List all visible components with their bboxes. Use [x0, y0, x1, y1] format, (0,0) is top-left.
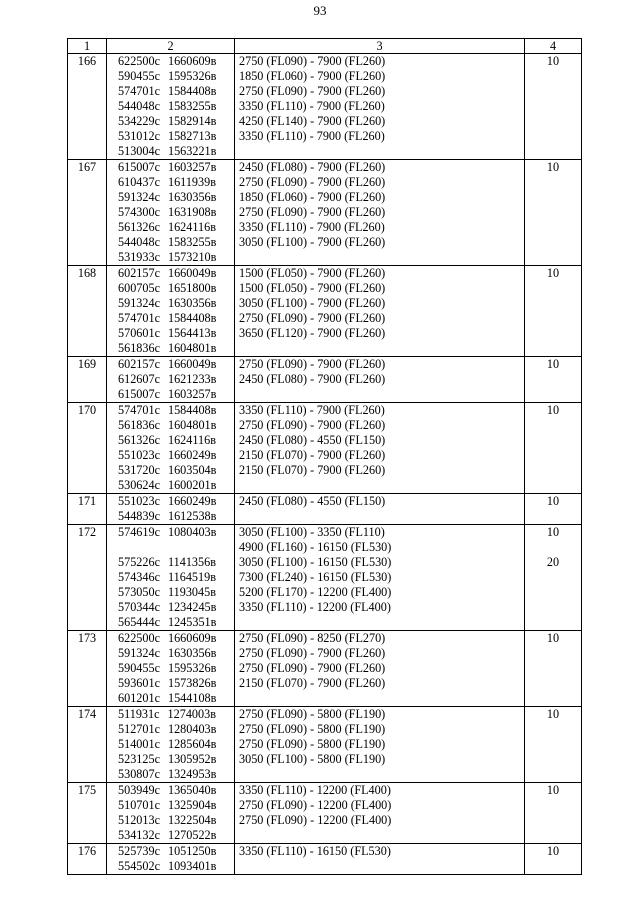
coordinates-cell — [107, 403, 235, 494]
value: 10 — [546, 494, 560, 508]
longitude: 1193045в — [167, 585, 216, 599]
altitude-line: 3350 (FL110) - 7900 (FL260) — [239, 220, 385, 234]
coordinate-line — [118, 175, 234, 190]
altitude-line: 2750 (FL090) - 7900 (FL260) — [239, 54, 386, 68]
altitude-line: 3350 (FL110) - 7900 (FL260) — [239, 99, 385, 113]
latitude: 561326с — [118, 433, 160, 447]
value: 10 — [546, 357, 560, 371]
latitude: 574300с — [118, 205, 160, 219]
coordinates-cell — [107, 160, 235, 266]
longitude: 1582713в — [167, 129, 217, 143]
altitude-line: 5200 (FL170) - 12200 (FL400) — [239, 585, 392, 599]
latitude: 612607с — [118, 372, 160, 386]
latitude: 575226с — [118, 555, 160, 569]
altitude-line: 2750 (FL090) - 7900 (FL260) — [239, 205, 386, 219]
row-number: 175 — [68, 783, 107, 844]
coordinate-line — [118, 296, 234, 311]
altitude-line: 2450 (FL080) - 4550 (FL150) — [239, 433, 386, 447]
table-row — [68, 54, 582, 160]
coordinate-line — [118, 387, 234, 402]
coordinate-line — [118, 403, 234, 418]
coordinate-line — [118, 114, 234, 129]
longitude: 1280403в — [167, 722, 217, 736]
coordinate-line — [118, 509, 234, 524]
latitude: 622500с — [118, 54, 160, 68]
table-row — [68, 844, 582, 875]
coordinate-line — [118, 844, 234, 859]
latitude: 514001с — [118, 737, 160, 751]
longitude: 1630356в — [167, 296, 217, 310]
coordinate-line — [118, 205, 234, 220]
longitude: 1603257в — [167, 387, 217, 401]
altitude-cell — [235, 266, 525, 357]
table-row — [68, 525, 582, 631]
altitude-line: 2750 (FL090) - 7900 (FL260) — [239, 311, 386, 325]
longitude: 1630356в — [167, 646, 217, 660]
coordinates-cell — [107, 357, 235, 403]
value-cell — [525, 403, 582, 494]
value: 10 — [546, 707, 560, 721]
coordinate-line — [118, 54, 234, 69]
longitude: 1660609в — [167, 54, 217, 68]
altitude-line: 2150 (FL070) - 7900 (FL260) — [239, 463, 386, 477]
row-number: 176 — [68, 844, 107, 875]
longitude: 1563221в — [167, 144, 217, 158]
row-number: 172 — [68, 525, 107, 631]
longitude: 1660049в — [167, 266, 217, 280]
coordinate-line — [118, 69, 234, 84]
latitude: 610437с — [118, 175, 160, 189]
longitude: 1660609в — [167, 631, 217, 645]
latitude: 534229с — [118, 114, 160, 128]
value: 10 — [546, 266, 560, 280]
latitude: 590455с — [118, 661, 160, 675]
coordinate-line — [118, 463, 234, 478]
coordinates-cell — [107, 844, 235, 875]
coordinate-line — [118, 722, 234, 737]
altitude-line: 2750 (FL090) - 5800 (FL190) — [239, 737, 386, 751]
coordinate-line — [118, 129, 234, 144]
longitude: 1573210в — [167, 250, 217, 264]
altitude-line: 3350 (FL110) - 7900 (FL260) — [239, 403, 385, 417]
latitude: 544839с — [118, 509, 160, 523]
altitude-line: 7300 (FL240) - 16150 (FL530) — [239, 570, 392, 584]
altitude-line: 2750 (FL090) - 8250 (FL270) — [239, 631, 386, 645]
latitude: 544048с — [118, 99, 160, 113]
coordinate-line — [118, 798, 234, 813]
longitude: 1584408в — [167, 311, 217, 325]
altitude-line: 3350 (FL110) - 12200 (FL400) — [239, 600, 391, 614]
altitude-line: 3650 (FL120) - 7900 (FL260) — [239, 326, 386, 340]
longitude: 1080403в — [167, 525, 217, 539]
latitude: 574701с — [118, 403, 160, 417]
coordinates-cell — [107, 783, 235, 844]
latitude: 511931с — [118, 707, 160, 721]
coordinate-line — [118, 767, 234, 782]
altitude-line: 3050 (FL100) - 5800 (FL190) — [239, 752, 386, 766]
altitude-cell — [235, 707, 525, 783]
altitude-line: 3350 (FL110) - 16150 (FL530) — [239, 844, 391, 858]
longitude: 1365040в — [167, 783, 217, 797]
value-cell — [525, 783, 582, 844]
coordinate-line — [118, 661, 234, 676]
coordinates-cell — [107, 707, 235, 783]
value: 10 — [546, 54, 560, 68]
longitude: 1234245в — [167, 600, 217, 614]
coordinate-line — [118, 433, 234, 448]
coordinates-cell — [107, 266, 235, 357]
altitude-line: 2750 (FL090) - 7900 (FL260) — [239, 357, 386, 371]
altitude-line: 2750 (FL090) - 5800 (FL190) — [239, 707, 386, 721]
longitude: 1322504в — [167, 813, 217, 827]
latitude: 530624с — [118, 478, 160, 492]
row-number: 170 — [68, 403, 107, 494]
altitude-cell — [235, 403, 525, 494]
value: 10 — [546, 844, 560, 858]
altitude-line: 1850 (FL060) - 7900 (FL260) — [239, 190, 386, 204]
coordinate-line — [118, 525, 234, 540]
altitude-cell — [235, 357, 525, 403]
coordinate-line — [118, 250, 234, 265]
value: 10 — [546, 783, 560, 797]
longitude: 1583255в — [167, 235, 217, 249]
longitude: 1600201в — [167, 478, 217, 492]
latitude: 561326с — [118, 220, 160, 234]
latitude: 591324с — [118, 190, 160, 204]
latitude: 531720с — [118, 463, 160, 477]
coordinate-line — [118, 281, 234, 296]
longitude: 1141356в — [167, 555, 216, 569]
coordinate-line — [118, 859, 234, 874]
coordinate-line — [118, 99, 234, 114]
header-col-2: 2 — [107, 39, 235, 54]
value-cell — [525, 844, 582, 875]
altitude-line: 3050 (FL100) - 7900 (FL260) — [239, 296, 386, 310]
altitude-cell — [235, 494, 525, 525]
row-number: 167 — [68, 160, 107, 266]
altitude-line: 2750 (FL090) - 5800 (FL190) — [239, 722, 386, 736]
latitude: 570344с — [118, 600, 160, 614]
latitude: 531012с — [118, 129, 160, 143]
value: 10 — [546, 403, 560, 417]
row-number: 168 — [68, 266, 107, 357]
longitude: 1324953в — [167, 767, 217, 781]
longitude: 1051250в — [167, 844, 217, 858]
longitude: 1285604в — [167, 737, 217, 751]
value: 10 — [546, 160, 560, 174]
coordinate-line — [118, 190, 234, 205]
latitude: 591324с — [118, 296, 160, 310]
altitude-line: 2150 (FL070) - 7900 (FL260) — [239, 676, 386, 690]
coordinate-line — [118, 478, 234, 493]
latitude: 573050с — [118, 585, 160, 599]
coordinate-line — [118, 615, 234, 630]
altitude-line: 2450 (FL080) - 4550 (FL150) — [239, 494, 386, 508]
latitude: 530807с — [118, 767, 160, 781]
longitude: 1603257в — [167, 160, 217, 174]
table-row — [68, 494, 582, 525]
latitude: 602157с — [118, 266, 160, 280]
altitude-line: 2750 (FL090) - 7900 (FL260) — [239, 418, 386, 432]
altitude-cell — [235, 844, 525, 875]
latitude: 531933с — [118, 250, 160, 264]
coordinate-line — [118, 707, 234, 722]
longitude: 1604801в — [167, 418, 217, 432]
coordinates-cell — [107, 631, 235, 707]
coordinate-line — [118, 783, 234, 798]
longitude: 1164519в — [167, 570, 216, 584]
longitude: 1093401в — [167, 859, 217, 873]
altitude-line: 4900 (FL160) - 16150 (FL530) — [239, 540, 392, 554]
altitude-cell — [235, 54, 525, 160]
altitude-line: 1500 (FL050) - 7900 (FL260) — [239, 266, 386, 280]
coordinate-line — [118, 600, 234, 615]
altitude-line: 2750 (FL090) - 7900 (FL260) — [239, 84, 386, 98]
longitude: 1624116в — [167, 433, 216, 447]
altitude-line: 1850 (FL060) - 7900 (FL260) — [239, 69, 386, 83]
coordinate-line — [118, 752, 234, 767]
latitude: 590455с — [118, 69, 160, 83]
altitude-line: 2450 (FL080) - 7900 (FL260) — [239, 372, 386, 386]
value: 10 — [546, 525, 560, 539]
altitude-line: 2750 (FL090) - 12200 (FL400) — [239, 798, 392, 812]
latitude: 615007с — [118, 160, 160, 174]
latitude: 525739с — [118, 844, 160, 858]
table-row — [68, 783, 582, 844]
coordinate-line — [118, 326, 234, 341]
altitude-cell — [235, 783, 525, 844]
longitude: 1611939в — [167, 175, 216, 189]
latitude: 551023с — [118, 494, 160, 508]
altitude-cell — [235, 525, 525, 631]
longitude: 1631908в — [167, 205, 217, 219]
latitude: 615007с — [118, 387, 160, 401]
latitude: 574619с — [118, 525, 160, 539]
longitude: 1584408в — [167, 84, 217, 98]
table-row — [68, 266, 582, 357]
coordinate-line — [118, 631, 234, 646]
latitude: 513004с — [118, 144, 160, 158]
longitude: 1270522в — [167, 828, 217, 842]
coordinate-line — [118, 828, 234, 843]
longitude: 1660249в — [167, 448, 217, 462]
latitude: 574701с — [118, 311, 160, 325]
latitude: 523125с — [118, 752, 160, 766]
altitude-line: 2450 (FL080) - 7900 (FL260) — [239, 160, 386, 174]
coordinate-line — [118, 235, 234, 250]
coordinate-line — [118, 676, 234, 691]
altitude-line: 1500 (FL050) - 7900 (FL260) — [239, 281, 386, 295]
latitude: 565444с — [118, 615, 160, 629]
value-cell — [525, 707, 582, 783]
coordinate-line — [118, 646, 234, 661]
longitude: 1573826в — [167, 676, 217, 690]
value-cell — [525, 54, 582, 160]
latitude: 512701с — [118, 722, 160, 736]
altitude-line: 2150 (FL070) - 7900 (FL260) — [239, 448, 386, 462]
table-row — [68, 357, 582, 403]
row-number: 171 — [68, 494, 107, 525]
longitude: 1612538в — [167, 509, 217, 523]
latitude: 622500с — [118, 631, 160, 645]
longitude: 1544108в — [167, 691, 217, 705]
longitude: 1274003в — [167, 707, 216, 721]
coordinate-line — [118, 220, 234, 235]
coordinate-line — [118, 691, 234, 706]
longitude: 1651800в — [167, 281, 217, 295]
coordinate-line — [118, 160, 234, 175]
coordinate-line — [118, 372, 234, 387]
latitude: 574346с — [118, 570, 160, 584]
coordinate-line — [118, 555, 234, 570]
longitude: 1584408в — [167, 403, 217, 417]
altitude-line: 4250 (FL140) - 7900 (FL260) — [239, 114, 386, 128]
latitude: 600705с — [118, 281, 160, 295]
table-row — [68, 707, 582, 783]
latitude: 534132с — [118, 828, 160, 842]
longitude: 1305952в — [167, 752, 217, 766]
latitude: 554502с — [118, 859, 160, 873]
table-row — [68, 403, 582, 494]
longitude: 1564413в — [167, 326, 217, 340]
coordinate-line — [118, 448, 234, 463]
coordinates-cell — [107, 525, 235, 631]
longitude: 1325904в — [167, 798, 217, 812]
table-row — [68, 160, 582, 266]
value-cell — [525, 160, 582, 266]
header-col-1: 1 — [68, 39, 107, 54]
latitude: 570601с — [118, 326, 160, 340]
latitude: 551023с — [118, 448, 160, 462]
longitude: 1583255в — [167, 99, 217, 113]
latitude: 544048с — [118, 235, 160, 249]
coordinate-line — [118, 266, 234, 281]
longitude: 1595326в — [167, 69, 217, 83]
altitude-line: 2750 (FL090) - 7900 (FL260) — [239, 646, 386, 660]
coordinate-line — [118, 494, 234, 509]
header-col-4: 4 — [525, 39, 582, 54]
coordinates-cell — [107, 54, 235, 160]
longitude: 1603504в — [167, 463, 217, 477]
longitude: 1595326в — [167, 661, 217, 675]
longitude: 1660249в — [167, 494, 217, 508]
coordinate-line — [118, 341, 234, 356]
coordinate-line — [118, 570, 234, 585]
page-number: 93 — [313, 3, 327, 18]
altitude-line: 3350 (FL110) - 7900 (FL260) — [239, 129, 385, 143]
coordinate-line — [118, 585, 234, 600]
coordinate-line — [118, 540, 234, 555]
latitude: 591324с — [118, 646, 160, 660]
longitude: 1582914в — [167, 114, 217, 128]
longitude: 1624116в — [167, 220, 216, 234]
latitude: 593601с — [118, 676, 160, 690]
altitude-line: 3350 (FL110) - 12200 (FL400) — [239, 783, 391, 797]
row-number: 173 — [68, 631, 107, 707]
coordinate-line — [118, 418, 234, 433]
altitude-cell — [235, 631, 525, 707]
coordinate-line — [118, 357, 234, 372]
coordinate-line — [118, 813, 234, 828]
longitude: 1245351в — [167, 615, 217, 629]
latitude: 503949с — [118, 783, 160, 797]
row-number: 174 — [68, 707, 107, 783]
coordinate-line — [118, 737, 234, 752]
coordinate-line — [118, 84, 234, 99]
altitude-cell — [235, 160, 525, 266]
altitude-line: 2750 (FL090) - 7900 (FL260) — [239, 661, 386, 675]
longitude: 1630356в — [167, 190, 217, 204]
latitude: 510701с — [118, 798, 160, 812]
longitude: 1621233в — [167, 372, 217, 386]
altitude-line: 3050 (FL100) - 3350 (FL110) — [239, 525, 385, 539]
value: 10 — [546, 631, 560, 645]
value-cell — [525, 357, 582, 403]
latitude: 561836с — [118, 418, 160, 432]
coordinates-cell — [107, 494, 235, 525]
altitude-line: 3050 (FL100) - 7900 (FL260) — [239, 235, 386, 249]
value-cell — [525, 494, 582, 525]
longitude: 1604801в — [167, 341, 217, 355]
coordinate-line — [118, 311, 234, 326]
altitude-line: 3050 (FL100) - 16150 (FL530) — [239, 555, 392, 569]
longitude: 1660049в — [167, 357, 217, 371]
altitude-line: 2750 (FL090) - 7900 (FL260) — [239, 175, 386, 189]
latitude: 601201с — [118, 691, 160, 705]
value-cell — [525, 631, 582, 707]
coordinate-line — [118, 144, 234, 159]
latitude: 574701с — [118, 84, 160, 98]
row-number: 169 — [68, 357, 107, 403]
latitude: 561836с — [118, 341, 160, 355]
header-col-3: 3 — [235, 39, 525, 54]
latitude: 512013с — [118, 813, 160, 827]
value: 20 — [546, 555, 560, 569]
header-row — [68, 39, 582, 54]
row-number: 166 — [68, 54, 107, 160]
altitude-line: 2750 (FL090) - 12200 (FL400) — [239, 813, 392, 827]
value-cell — [525, 266, 582, 357]
latitude: 602157с — [118, 357, 160, 371]
table-row — [68, 631, 582, 707]
value-cell — [525, 525, 582, 631]
airspace-table — [67, 38, 582, 875]
